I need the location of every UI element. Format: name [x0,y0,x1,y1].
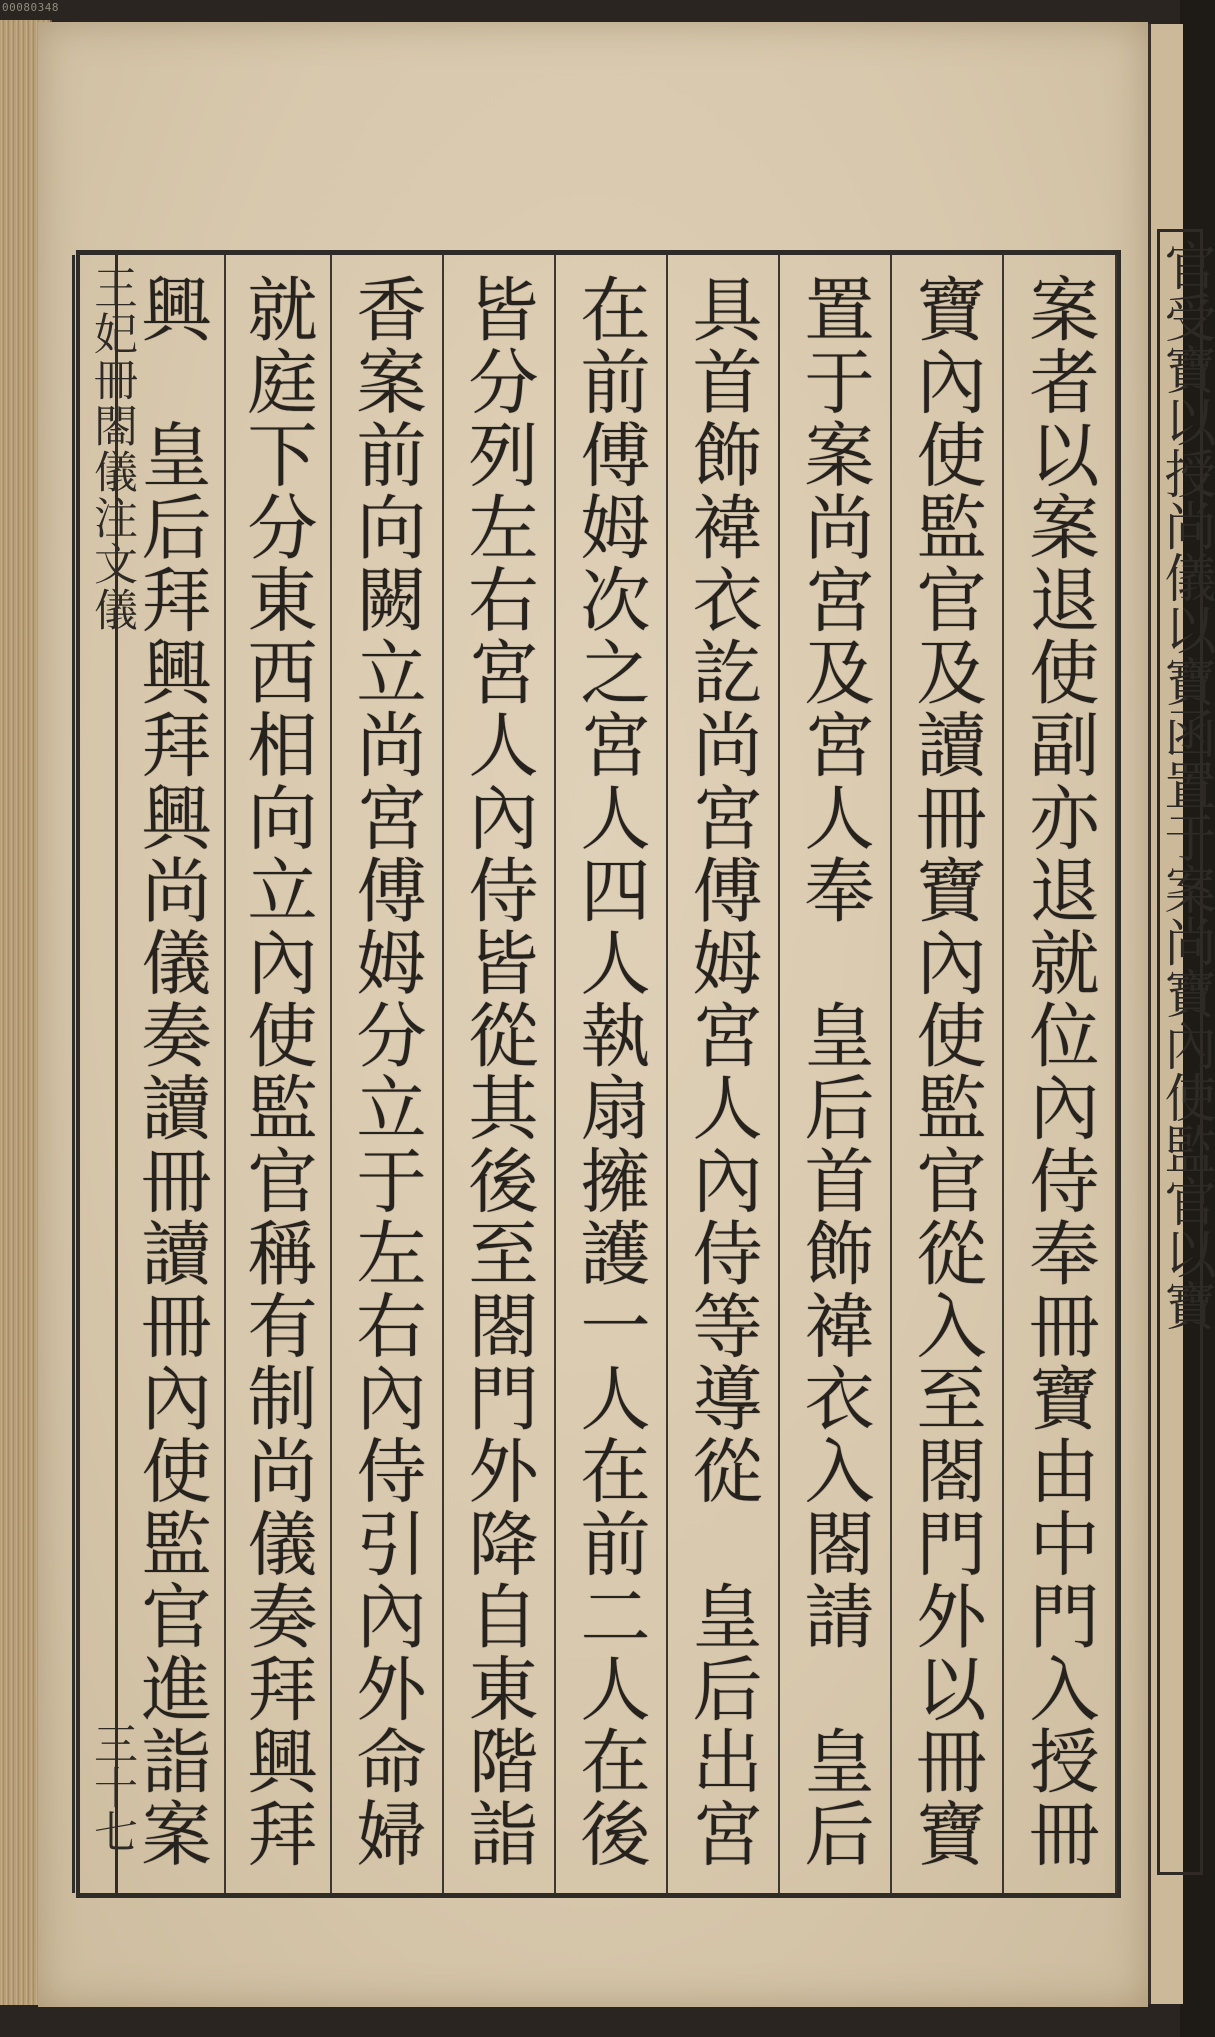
page-gutter [72,255,137,1893]
book-page [38,22,1148,2007]
text-column-8: 就庭下分東西相向立內使監官稱有制尚儀奏拜興拜 [226,255,332,1893]
gutter-page-number: 三十七 [86,1721,137,1853]
text-column-1: 案者以案退使副亦退就位內侍奉冊寶由中門入授冊 [1004,255,1117,1893]
text-column-6: 皆分列左右宮人內侍皆從其後至閤門外降自東階詣 [444,255,556,1893]
gutter-title: 王妃冊閤儀注文儀 [86,265,137,633]
printed-frame [76,250,1121,1898]
adjacent-page-strip [1148,24,1215,2004]
text-column-2: 寶內使監官及讀冊寶內使監官從入至閤門外以冊寶 [892,255,1004,1893]
text-column-7: 香案前向闕立尚宮傅姆分立于左右內侍引內外命婦 [332,255,444,1893]
text-column-9: 興 皇后拜興拜興尚儀奏讀冊讀冊內使監官進詣案 [120,255,226,1893]
text-column-3: 置于案尚宮及宮人奉 皇后首飾褘衣入閤請 皇后 [780,255,892,1893]
text-column-4: 具首飾褘衣訖尚宮傅姆宮人內侍等導從 皇后出宮 [668,255,780,1893]
text-column-5: 在前傅姆次之宮人四人執扇擁護一人在前二人在後 [556,255,668,1893]
adjacent-page-text: 官受寶以授尚儀以寶函置于案尚寶內使監官以寶 [1155,239,1215,1331]
scan-id-label: 00080348 [2,1,59,14]
